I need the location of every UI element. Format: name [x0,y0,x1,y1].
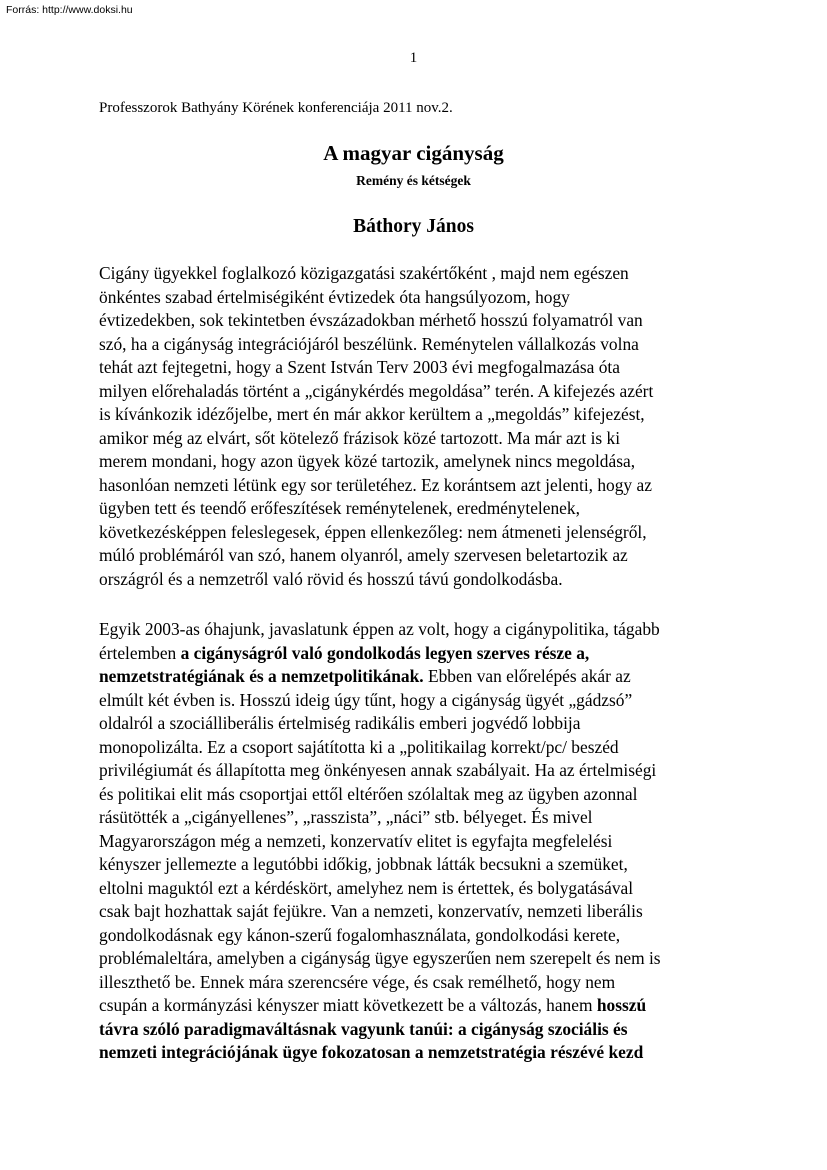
paragraph-line: gondolkodásnak egy kánon-szerű fogalomhasználata, gondolkodási kerete, [99,924,621,945]
paragraph-line [99,1041,739,1065]
document-title: A magyar cigányság [323,141,504,165]
bold-text-run: nemzetstratégiának és a nemzetpolitikának. [99,666,424,686]
text-run: Ebben van előrelépés akár az [423,666,631,686]
bold-text-run: nemzeti integrációjának ügye fokozatosan a nemzetstratégia részévé kezd [99,1042,644,1062]
author-name: Báthory János [353,216,474,237]
paragraph-line: monopolizálta. Ez a csoport sajátította ki a „politikailag korrekt/pc/ beszéd [99,736,619,757]
paragraph-line [99,1018,739,1042]
text-run: csupán a kormányzási kényszer miatt következett be a változás, hanem [99,995,597,1015]
bold-text-run: távra szóló paradigmaváltásnak vagyunk tanúi: a cigányság szociális és [99,1018,628,1039]
paragraph-line: hasonlóan nemzeti létünk egy sor területéhez. Ez korántsem azt jelenti, hogy az [99,474,652,495]
paragraph-line: problémaleltára, amelyben a cigányság ügye egyszerűen nem szerepelt és nem is [99,948,661,968]
page-number: 1 [409,50,418,66]
paragraph-line: oldalról a szociálliberális értelmiség radikális emberi jogvédő lobbija [99,713,581,733]
paragraph-line: is kívánkozik idézőjelbe, mert én már akkor kerültem a „megoldás” kifejezést, [99,404,645,424]
bold-text-run: a cigányságról való gondolkodás legyen szerves része a, [180,642,590,663]
document-subtitle: Remény és kétségek [356,173,471,188]
conference-line: Professzorok Bathyány Körének konferenciája 2011 nov.2. [99,100,453,116]
text-run: értelemben [99,642,181,663]
paragraph-line: Cigány ügyekkel foglalkozó közigazgatási szakértőként , majd nem egészen [99,263,629,283]
bold-text-run: hosszú [596,995,647,1015]
paragraph-line: múló problémáról van szó, hanem olyanról, amely szervesen beletartozik az [99,545,628,565]
paragraph-1 [99,262,739,591]
paragraph-line: rásütötték a „cigányellenes”, „rasszista”, „náci” stb. bélyeget. És mivel [99,807,593,827]
source-label: Forrás: http://www.doksi.hu [6,4,133,16]
paragraph-line: illeszthető be. Ennek mára szerencsére vége, és csak remélhető, hogy nem [99,971,616,992]
paragraph-line: kényszer jellemezte a legutóbbi időkig, jobbnak látták becsukni a szemüket, [99,854,628,874]
paragraph-line: önkéntes szabad értelmiségiként évtizedek óta hangsúlyozom, hogy [99,286,570,307]
paragraph-line: tehát azt fejtegetni, hogy a Szent István Terv 2003 évi megfogalmazása óta [99,357,620,377]
paragraph-2 [99,618,739,1065]
paragraph-line: amikor még az elvárt, sőt kötelező frázisok közé tartozott. Ma már azt is ki [99,427,621,448]
paragraph-line: Magyarországon még a nemzeti, konzervatív elitet is egyfajta megfelelési [99,830,613,851]
paragraph-line: Egyik 2003-as óhajunk, javaslatunk éppen az volt, hogy a cigánypolitika, tágabb [99,619,660,639]
paragraph-line [99,665,739,689]
paragraph-line: szó, ha a cigányság integrációjáról beszélünk. Reménytelen vállalkozás volna [99,333,639,354]
paragraph-line: eltolni maguktól ezt a kérdéskört, amelyhez nem is értettek, és bolygatásával [99,877,634,898]
paragraph-line: ügyben tett és teendő erőfeszítések reménytelenek, eredménytelenek, [99,498,580,518]
paragraph-line: évtizedekben, sok tekintetben évszázadokban mérhető hosszú folyamatról van [99,310,643,330]
paragraph-line [99,642,739,666]
paragraph-line: privilégiumát és állapította meg önkényesen annak szabályait. Ha az értelmiségi [99,760,657,780]
paragraph-line: és politikai elit más csoportjai ettől eltérően szólaltak meg az ügyben azonnal [99,783,638,804]
paragraph-line: merem mondani, hogy azon ügyek közé tartozik, amelynek nincs megoldása, [99,451,636,471]
paragraph-line [99,994,739,1018]
paragraph-line: következésképpen feleslegesek, éppen ellenkezőleg: nem átmeneti jelenségről, [99,521,647,542]
paragraph-line: elmúlt két évben is. Hosszú ideig úgy tűnt, hogy a cigányság ügyét „gádzsó” [99,689,633,710]
paragraph-line: országról és a nemzetről való rövid és hosszú távú gondolkodásba. [99,568,563,589]
paragraph-line: csak bajt hozhattak saját fejükre. Van a nemzeti, konzervatív, nemzeti liberális [99,901,643,921]
paragraph-line: milyen előrehaladás történt a „cigánykérdés megoldása” terén. A kifejezés azért [99,380,654,401]
